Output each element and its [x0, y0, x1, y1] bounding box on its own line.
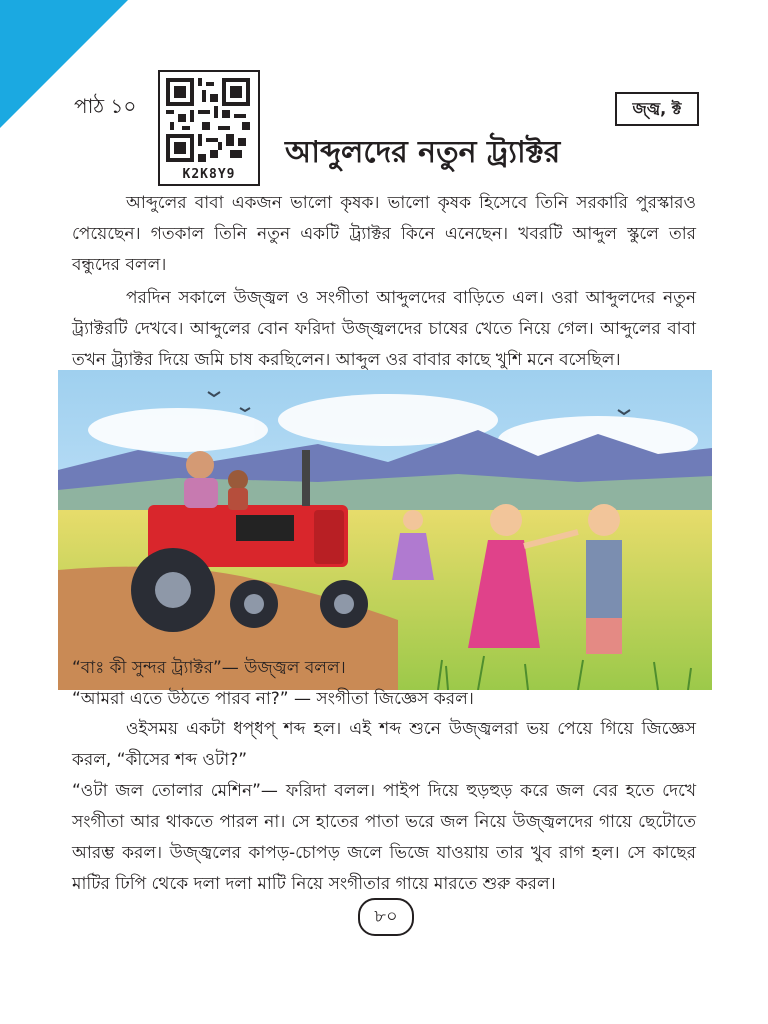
page-number: ৮০ — [358, 898, 414, 936]
paragraph-3: ওইসময় একটা ধপ্‌ধপ্‌ শব্দ হল। এই শব্দ শুনে উজ্জ্বলরা ভয় পেয়ে গিয়ে জিজ্ঞেস করল, “কীসের শব্দ ওটা?” — [72, 719, 696, 770]
paragraph-2: পরদিন সকালে উজ্জ্বল ও সংগীতা আব্দুলদের বাড়িতে এল। ওরা আব্দুলদের নতুন ট্র্যাক্টরটি দেখবে। আব্দুলের বোন ফরিদা উজ্জ্বলদের চাষের খেতে নিয়ে গেল। আব্দুলের বাবা তখন ট্র্যাক্টর দিয়ে জমি চাষ করছিলেন। আব্দুল ওর বাবার কাছে খুশি মনে বসেছিল। — [72, 288, 696, 370]
qr-code-text: K2K8Y9 — [182, 167, 236, 182]
boy-standing — [586, 504, 622, 654]
paragraph-4: “ওটা জল তোলার মেশিন”— ফরিদা বলল। পাইপ দিয়ে হুড়হুড় করে জল বের হতে দেখে সংগীতা আর থাকতে পারল না। সে হাতের পাতা ভরে জল নিয়ে উজ্জ্বলদের গায়ে ছেটোতে আরম্ভ করল। উজ্জ্বলের কাপড়-চোপড় জলে ভিজে যাওয়ায় তার খুব রাগ হল। সে কাছের মাটির ঢিপি থেকে দলা দলা মাটি নিয়ে সংগীতার গায়ে মারতে শুরু করল। — [72, 781, 696, 894]
qr-code-icon — [166, 78, 250, 162]
lesson-number: পাঠ ১০ — [74, 94, 137, 118]
dialogue-line-1: “বাঃ কী সুন্দর ট্র্যাক্টর”— উজ্জ্বল বলল। — [72, 658, 346, 678]
dialogue-line-2: “আমরা এতে উঠতে পারব না?” — সংগীতা জিজ্ঞেস করল। — [72, 689, 474, 709]
paragraph-1: আব্দুলের বাবা একজন ভালো কৃষক। ভালো কৃষক হিসেবে তিনি সরকারি পুরস্কারও পেয়েছেন। গতকাল তিনি নতুন একটি ট্র্যাক্টর কিনে এনেছেন। খবরটি আব্দুল স্কুলে তার বন্ধুদের বলল। — [72, 193, 696, 275]
tractor-field-illustration — [58, 370, 712, 690]
lesson-title: আব্দুলদের নতুন ট্র্যাক্টর — [285, 135, 561, 170]
qr-code-box — [158, 70, 260, 186]
letter-cluster-tag: জ্জ্ব, ক্ট — [615, 92, 699, 126]
